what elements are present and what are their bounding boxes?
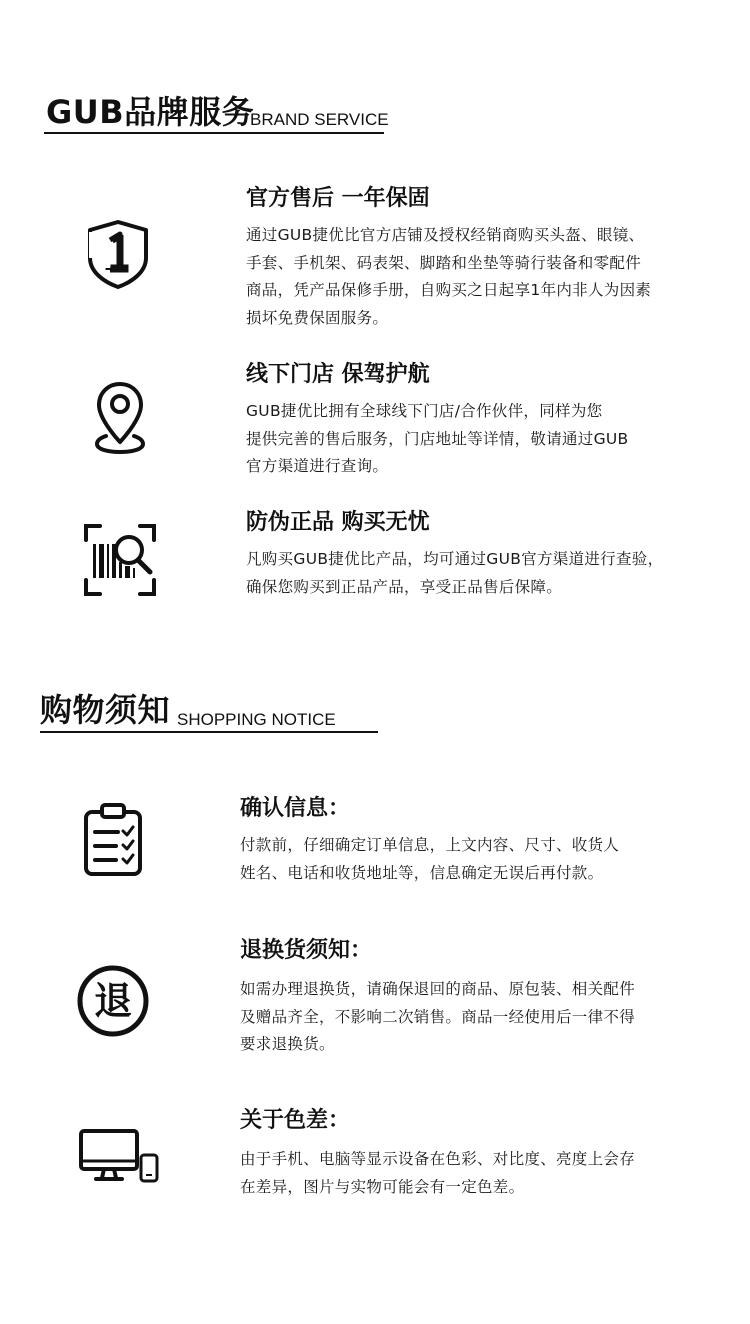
item-description: 凡购买GUB捷优比产品，均可通过GUB官方渠道进行查验， 确保您购买到正品产品，享受正品售后保障。 [246, 550, 664, 596]
item-description: 通过GUB捷优比官方店铺及授权经销商购买头盔、眼镜、 手套、手机架、码表架、脚踏和坐垫等骑行装备和零配件 商品，凭产品保修手册，自购买之日起享1年内非人为因素 损坏免费保固服务。 [246, 226, 652, 327]
section-title-cn: 购物须知 [40, 691, 171, 729]
section-title-cn: GUB品牌服务 [46, 93, 255, 131]
monitor-phone-icon [78, 1128, 162, 1184]
return-char: 退 [93, 979, 133, 1023]
shield-number-one-icon [82, 218, 154, 290]
item-title: 线下门店 保驾护航 [246, 362, 430, 387]
section-title-en: BRAND SERVICE [250, 110, 389, 129]
section-divider [40, 731, 378, 733]
section-divider [44, 132, 384, 134]
item-title: 官方售后 一年保固 [246, 186, 430, 211]
item-title: 退换货须知： [240, 938, 373, 963]
location-pin-icon [94, 380, 146, 456]
clipboard-checklist-icon [82, 802, 144, 878]
item-title: 关于色差： [240, 1108, 351, 1133]
item-title: 确认信息： [240, 796, 351, 821]
item-description: 付款前，仔细确定订单信息，上文内容、尺寸、收货人 姓名、电话和收货地址等，信息确定无误后再付款。 [240, 836, 620, 882]
barcode-scan-icon [82, 522, 158, 598]
item-description: 如需办理退换货，请确保退回的商品、原包装、相关配件 及赠品齐全，不影响二次销售。商品一经使用后一律不得 要求退换货。 [240, 980, 636, 1053]
item-title: 防伪正品 购买无忧 [246, 510, 430, 535]
item-description: GUB捷优比拥有全球线下门店/合作伙伴，同样为您 提供完善的售后服务，门店地址等详情，敬请通过GUB 官方渠道进行查询。 [246, 402, 629, 475]
return-circle-icon [76, 964, 150, 1038]
section-title-en: SHOPPING NOTICE [177, 710, 336, 729]
item-description: 由于手机、电脑等显示设备在色彩、对比度、亮度上会存 在差异，图片与实物可能会有一定色差。 [240, 1150, 636, 1196]
